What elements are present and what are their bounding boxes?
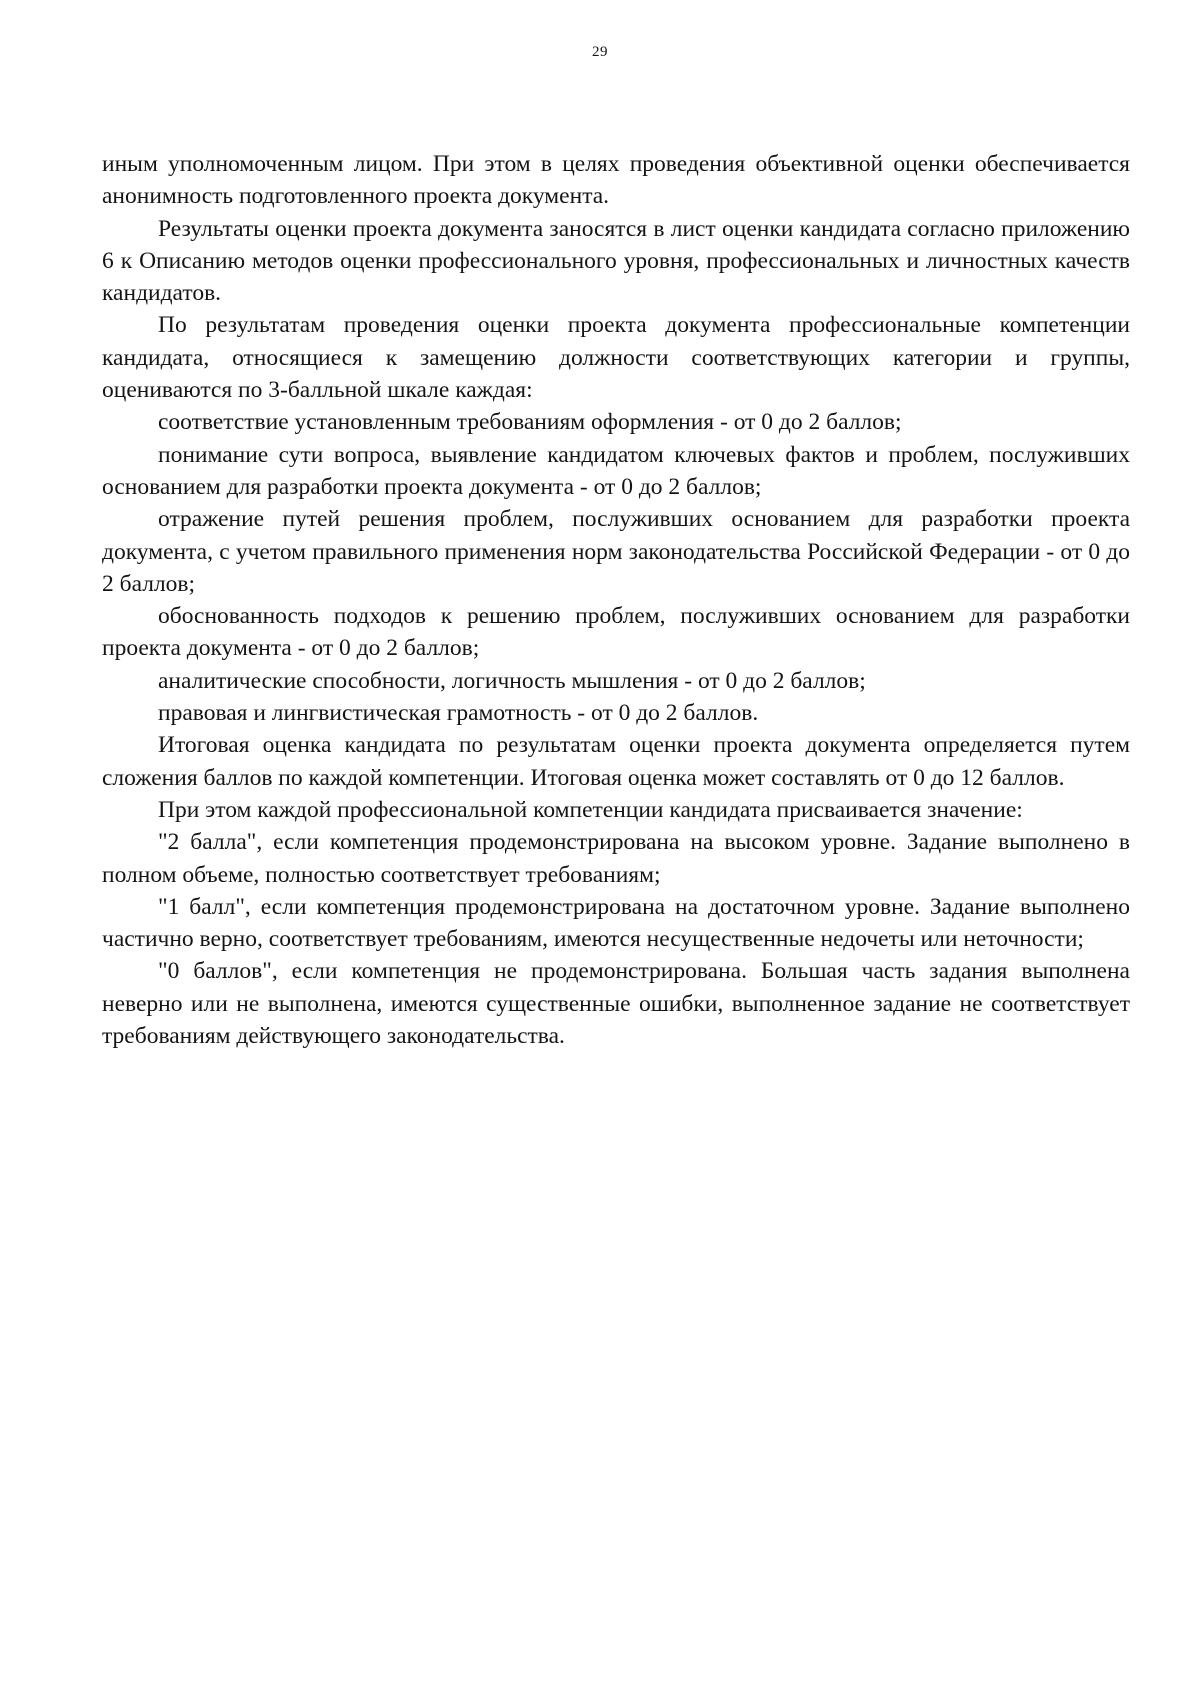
paragraph-continuation: иным уполномоченным лицом. При этом в целях проведения объективной оценки обеспечивается анонимность подготовленного проекта документа. <box>102 151 1130 210</box>
page-number: 29 <box>592 44 608 60</box>
paragraph-scoring-scale: По результатам проведения оценки проекта документа профессиональные компетенции кандидата, относящиеся к замещению должности соответствующих категории и группы, оцениваются по 3-балльной шкале каждая: <box>102 312 1130 404</box>
criterion-formatting: соответствие установленным требованиям оформления - от 0 до 2 баллов; <box>158 409 902 436</box>
criterion-justification: обоснованность подходов к решению проблем, послуживших основанием для разработки проекта документа - от 0 до 2 баллов; <box>102 603 1130 662</box>
document-body <box>102 148 1130 1052</box>
criterion-analytical: аналитические способности, логичность мышления - от 0 до 2 баллов; <box>158 667 866 694</box>
criterion-solutions: отражение путей решения проблем, послуживших основанием для разработки проекта документа, с учетом правильного применения норм законодательства Российской Федерации - от 0 до 2 баллов; <box>102 506 1130 597</box>
paragraph-total-score: Итоговая оценка кандидата по результатам оценки проекта документа определяется путем сложения баллов по каждой компетенции. Итоговая оценка может составлять от 0 до 12 баллов. <box>102 732 1130 791</box>
score-level-1: "1 балл", если компетенция продемонстрирована на достаточном уровне. Задание выполнено частично верно, соответствует требованиям, имеются несущественные недочеты или неточности; <box>102 893 1130 953</box>
criterion-understanding: понимание сути вопроса, выявление кандидатом ключевых фактов и проблем, послуживших основанием для разработки проекта документа - от 0 до 2 баллов; <box>102 441 1130 500</box>
score-level-2: "2 балла", если компетенция продемонстрирована на высоком уровне. Задание выполнено в полном объеме, полностью соответствует требованиям; <box>102 829 1130 888</box>
score-level-0: "0 баллов", если компетенция не продемонстрирована. Большая часть задания выполнена неверно или не выполнена, имеются существенные ошибки, выполненное задание не соответствует требованиям действующего законодательства. <box>102 958 1130 1050</box>
criterion-literacy: правовая и лингвистическая грамотность - от 0 до 2 баллов. <box>158 700 759 727</box>
paragraph-value-assignment: При этом каждой профессиональной компетенции кандидата присваивается значение: <box>158 796 1023 823</box>
paragraph-results-recording: Результаты оценки проекта документа заносятся в лист оценки кандидата согласно приложению 6 к Описанию методов оценки профессионального уровня, профессиональных и личностных качеств кандидатов. <box>102 215 1130 307</box>
